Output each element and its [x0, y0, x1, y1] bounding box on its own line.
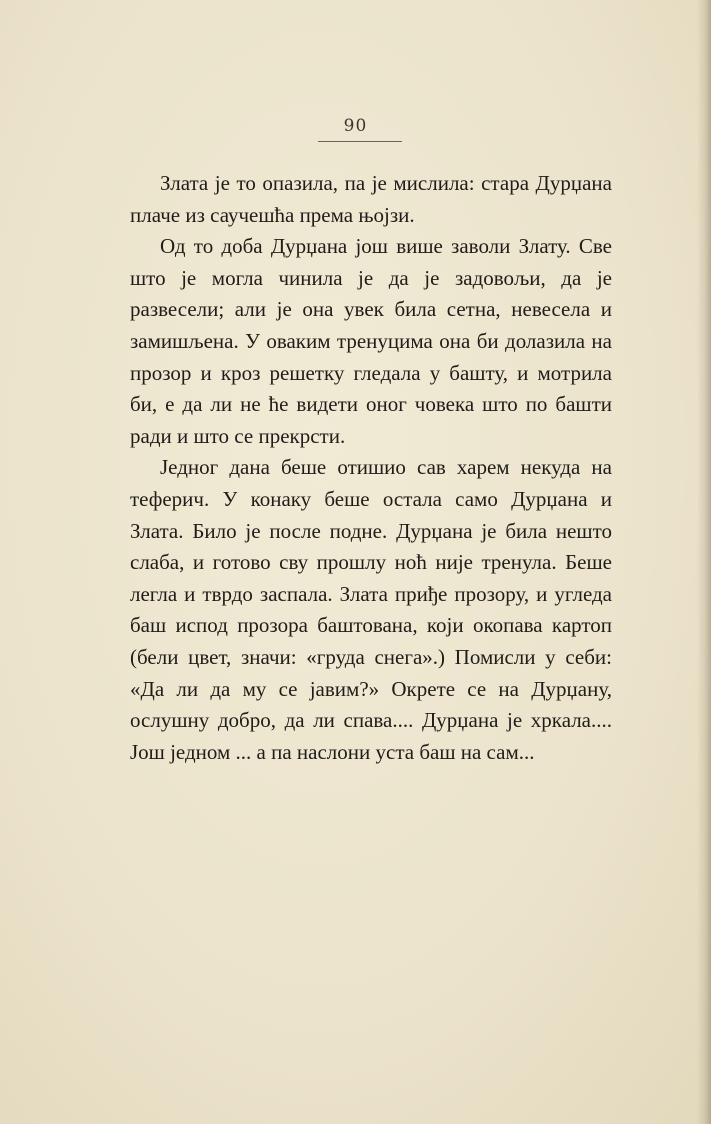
- page-number: 90: [343, 116, 368, 136]
- paragraph-2: Од то доба Дурџана још више заволи Злату. Све што је могла чинила је да је задовољи, да је развесели; али је она увек била сетна, невесела и замишљена. У оваким тренуцима она би долазила на прозор и кроз решетку гледала у башту, и мотрила би, е да ли не ће видети оног човека што по башти ради и што се прекрсти.: [130, 234, 612, 448]
- paragraph-1: Злата је то опазила, па је мислила: стара Дурџана плаче из саучешћа према њојзи.: [130, 171, 612, 227]
- paragraph-3: Једног дана беше отишио сав харем некуда на теферич. У конаку беше остала само Дурџана и Злата. Било је после подне. Дурџана је била нешто слаба, и готово сву прошлу ноћ није тренула. Беше легла и тврдо заспала. Злата приђе прозору, и угледа баш испод прозора баштована, који окопава картоп (бели цвет, значи: «груда снега».) Помисли у себи: «Да ли да му се јавим?» Окрете се на Дурџану, ослушну добро, да ли спава.... Дурџана је хркала.... Још једном ... а пa наслони уста баш на сам...: [130, 455, 612, 764]
- header-rule: [318, 141, 402, 142]
- page-edge-shadow: [697, 0, 711, 1124]
- body-text: [130, 168, 612, 768]
